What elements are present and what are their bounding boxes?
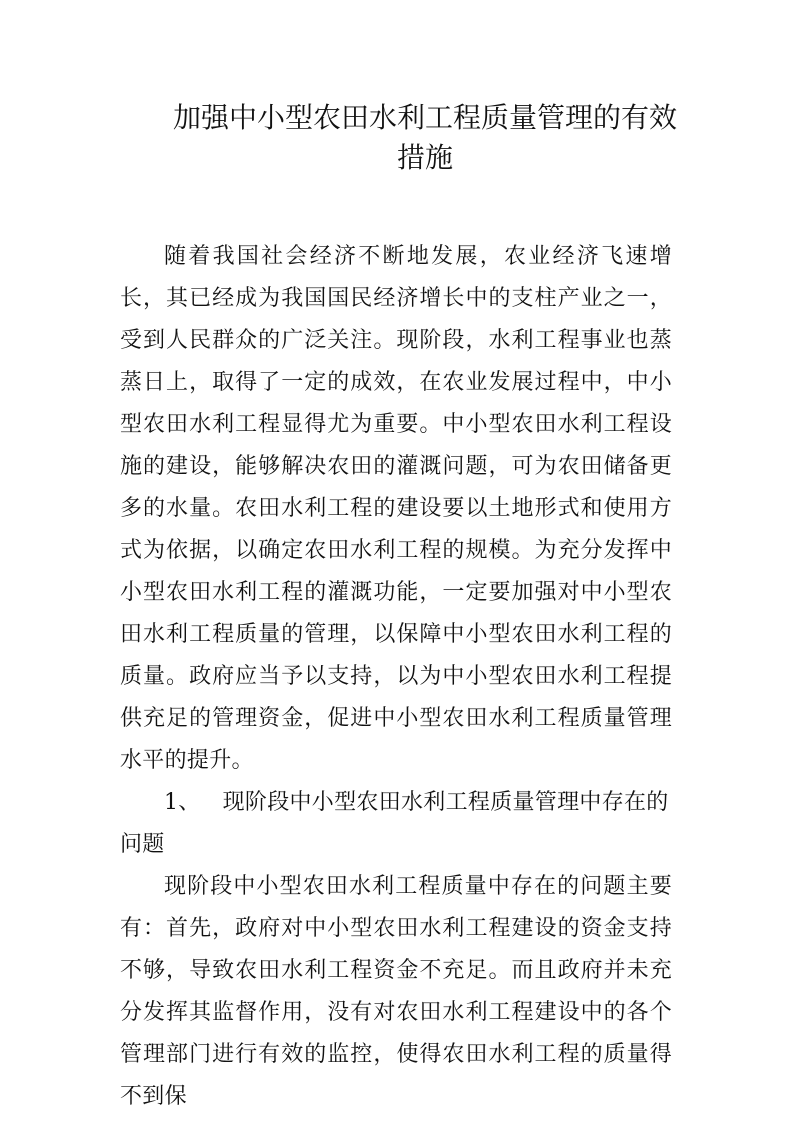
document-title: [120, 98, 730, 178]
paragraph-problems: 现阶段中小型农田水利工程质量中存在的问题主要有：首先，政府对中小型农田水利工程建设的资金支持不够，导致农田水利工程资金不充足。而且政府并未充分发挥其监督作用，没有对农田水利工程建设中的各个管理部门进行有效的监控，使得农田水利工程的质量得不到保: [120, 874, 672, 1109]
title-line-1: 加强中小型农田水利工程质量管理的有效: [172, 101, 677, 134]
paragraph-intro: 随着我国社会经济不断地发展，农业经济飞速增长，其已经成为我国国民经济增长中的支柱产业之一，受到人民群众的广泛关注。现阶段，水利工程事业也蒸蒸日上，取得了一定的成效，在农业发展过程中，中小型农田水利工程显得尤为重要。中小型农田水利工程设施的建设，能够解决农田的灌溉问题，可为农田储备更多的水量。农田水利工程的建设要以土地形式和使用方式为依据，以确定农田水利工程的规模。为充分发挥中小型农田水利工程的灌溉功能，一定要加强对中小型农田水利工程质量的管理，以保障中小型农田水利工程的质量。政府应当予以支持，以为中小型农田水利工程提供充足的管理资金，促进中小型农田水利工程质量管理水平的提升。: [120, 244, 672, 773]
title-line-2: 措施: [396, 141, 453, 174]
section-number: 1、: [164, 790, 201, 815]
document-body: [120, 236, 672, 1118]
section-heading-text: 现阶段中小型农田水利工程质量管理中存在的问题: [120, 790, 669, 857]
section-heading-1: [120, 782, 672, 866]
